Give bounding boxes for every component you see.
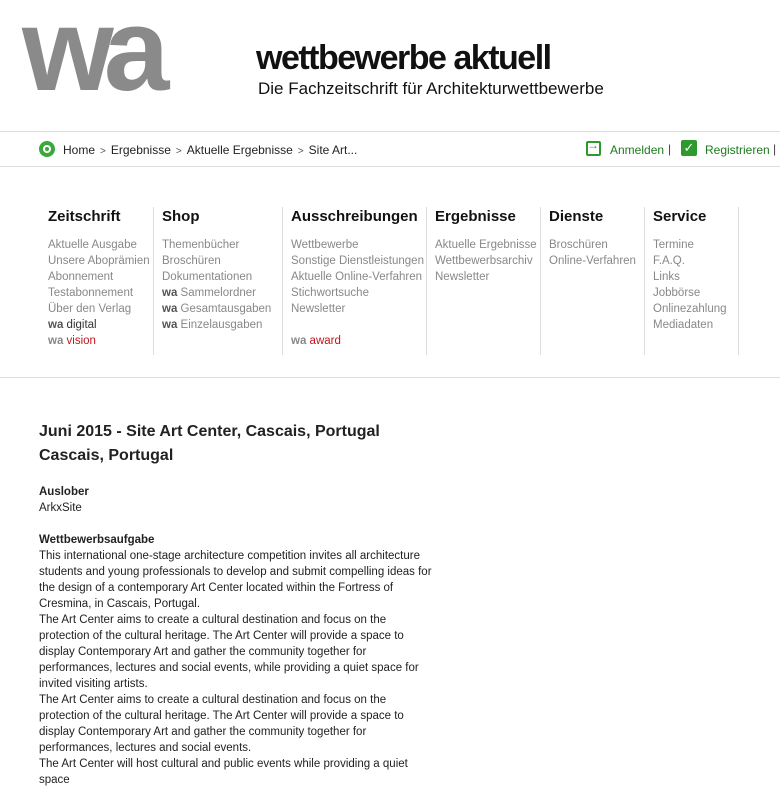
nav-item[interactable]: Aktuelle Ergebnisse — [435, 239, 537, 251]
nav-item[interactable]: F.A.Q. — [653, 255, 685, 267]
wa-logo-mark[interactable]: wa — [22, 0, 160, 116]
breadcrumb-current: Site Art... — [308, 143, 358, 157]
article — [39, 420, 439, 788]
nav-item[interactable]: Über den Verlag — [48, 303, 132, 315]
nav-item[interactable]: Broschüren — [549, 239, 608, 251]
chevron-right-icon: > — [297, 146, 304, 157]
nav-item[interactable]: Broschüren — [162, 255, 221, 267]
nav-item[interactable]: Termine — [653, 239, 694, 251]
nav-item[interactable]: Sonstige Dienstleistungen — [291, 255, 424, 267]
nav-item[interactable]: Links — [653, 271, 680, 283]
login-icon[interactable] — [586, 141, 601, 156]
nav-item[interactable]: Wettbewerbe — [291, 239, 359, 251]
nav-item-wa-vision[interactable]: wa vision — [48, 335, 96, 347]
nav-item[interactable]: wa Sammelordner — [162, 287, 256, 299]
nav-item[interactable]: Mediadaten — [653, 319, 714, 331]
auslober-value: ArkxSite — [39, 502, 82, 514]
nav-heading-service[interactable]: Service — [653, 208, 707, 225]
site-title[interactable]: wettbewerbe aktuell — [256, 39, 551, 77]
nav-item[interactable]: Newsletter — [291, 303, 346, 315]
nav-item[interactable]: Wettbewerbsarchiv — [435, 255, 533, 267]
task-label: Wettbewerbsaufgabe — [39, 534, 155, 546]
nav-item[interactable]: Stichwortsuche — [291, 287, 369, 299]
nav-item[interactable]: Jobbörse — [653, 287, 701, 299]
nav-heading-zeitschrift[interactable]: Zeitschrift — [48, 208, 121, 225]
task-paragraph: The Art Center aims to create a cultural destination and focus on the protection of the cultural heritage. The Art Center will provide a space to display Contemporary Art and gather the community together for performances, lectures and social events, while providing a quiet space for invited visiting artists. — [39, 614, 419, 690]
nav-item[interactable]: Unsere Aboprämien — [48, 255, 150, 267]
nav-item[interactable]: Testabonnement — [48, 287, 134, 299]
nav-item[interactable]: wa Gesamtausgaben — [162, 303, 272, 315]
section-divider — [0, 377, 780, 378]
nav-item[interactable]: Aktuelle Ausgabe — [48, 239, 137, 251]
article-title: Juni 2015 - Site Art Center, Cascais, Portugal — [39, 423, 380, 440]
task-paragraph: This international one-stage architecture competition invites all architecture students and young professionals to develop and submit compelling ideas for the design of a contemporary Art Center located within the Fortress of Cresmina, in Cascais, Portugal. — [39, 550, 432, 610]
nav-col-service — [653, 207, 739, 355]
nav-col-ausschreibungen — [291, 207, 427, 355]
nav-col-shop — [162, 207, 283, 355]
site-header — [0, 0, 780, 130]
nav-heading-shop[interactable]: Shop — [162, 208, 200, 225]
nav-heading-ausschreibungen[interactable]: Ausschreibungen — [291, 208, 418, 225]
nav-item[interactable]: Onlinezahlung — [653, 303, 727, 315]
nav-item[interactable]: Online-Verfahren — [549, 255, 636, 267]
site-subtitle: Die Fachzeitschrift für Architekturwettbewerbe — [258, 79, 604, 98]
chevron-right-icon: > — [100, 146, 106, 157]
nav-item[interactable]: Newsletter — [435, 271, 490, 283]
login-link[interactable]: Anmelden — [610, 143, 665, 157]
nav-heading-dienste[interactable]: Dienste — [549, 208, 604, 225]
task-paragraph: The Art Center will host cultural and public events while providing a quiet space — [39, 758, 408, 786]
article-location: Cascais, Portugal — [39, 447, 174, 464]
nav-heading-ergebnisse[interactable]: Ergebnisse — [435, 208, 516, 225]
breadcrumb-aktuelle-ergebnisse[interactable]: Aktuelle Ergebnisse — [186, 143, 293, 157]
chevron-right-icon: > — [175, 146, 182, 157]
breadcrumb-ergebnisse[interactable]: Ergebnisse — [110, 143, 171, 157]
account-divider: | — [668, 142, 672, 156]
register-link[interactable]: Registrieren — [705, 143, 770, 157]
nav-item-wa-award[interactable]: wa award — [291, 335, 341, 347]
auslober-label: Auslober — [39, 486, 89, 498]
nav-col-dienste — [549, 207, 645, 355]
nav-item-wa-digital[interactable]: wa digital — [48, 319, 97, 331]
nav-item[interactable]: Aktuelle Online-Verfahren — [291, 271, 423, 283]
account-divider: | — [773, 142, 777, 156]
home-icon[interactable] — [39, 141, 55, 157]
nav-col-ergebnisse — [435, 207, 541, 355]
nav-item[interactable]: wa Einzelausgaben — [162, 319, 263, 331]
nav-col-zeitschrift — [48, 207, 154, 355]
nav-item[interactable]: Dokumentationen — [162, 271, 253, 283]
nav-item[interactable]: Themenbücher — [162, 239, 240, 251]
nav-item[interactable]: Abonnement — [48, 271, 114, 283]
task-paragraph: The Art Center aims to create a cultural destination and focus on the protection of the cultural heritage. The Art Center will provide a space to display Contemporary Art and gather the community together for performances, lectures and social events. — [39, 694, 404, 754]
main-nav — [0, 207, 780, 355]
breadcrumb-home[interactable]: Home — [63, 143, 96, 157]
checkmark-icon[interactable]: ✓ — [681, 140, 697, 156]
breadcrumb-bar — [0, 131, 780, 167]
breadcrumb — [63, 142, 357, 160]
